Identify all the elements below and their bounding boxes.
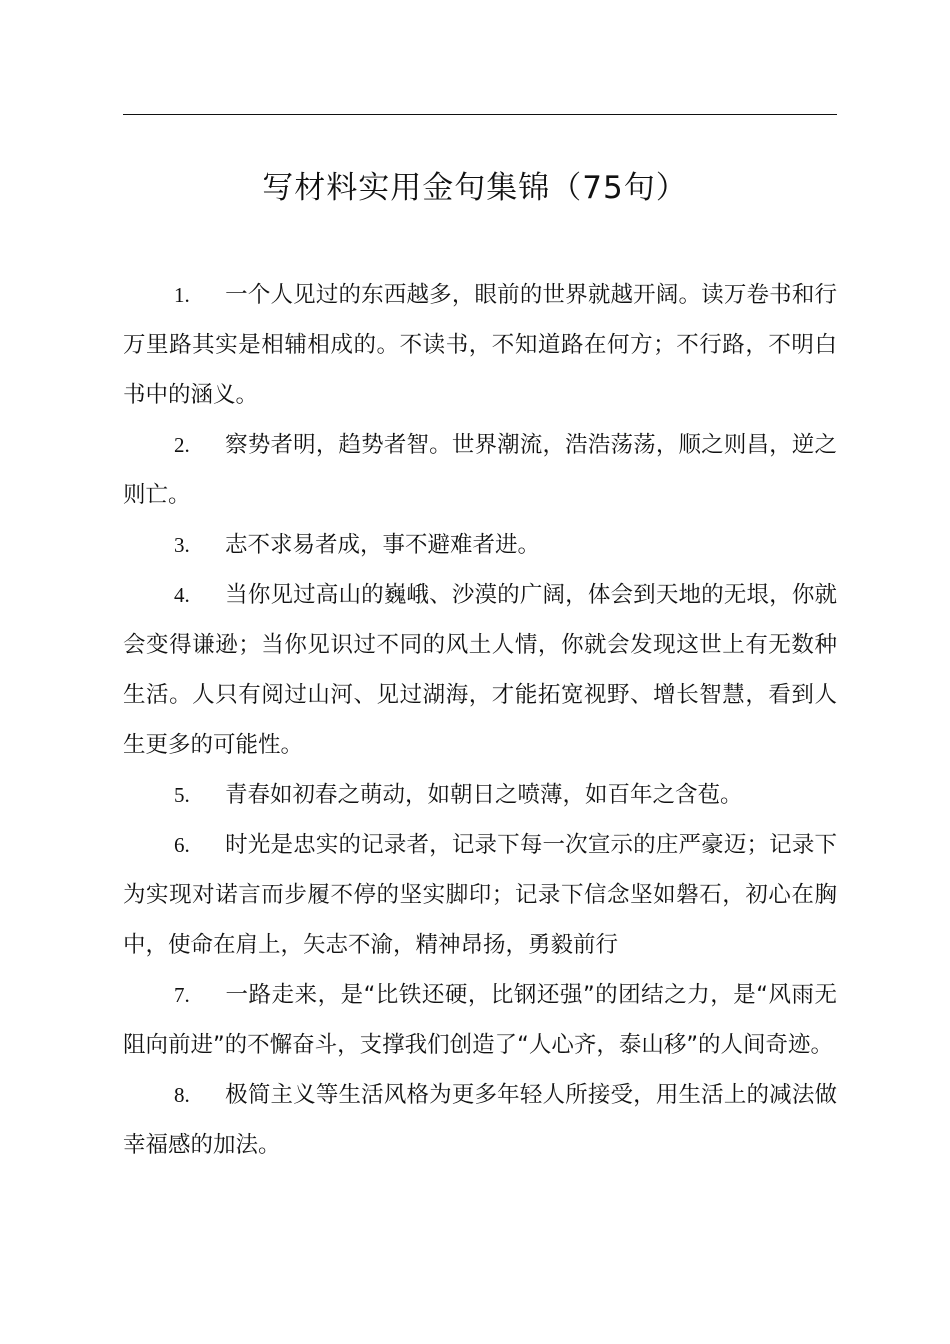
item-number: 5. (174, 783, 190, 807)
item-number: 7. (174, 983, 190, 1007)
list-item (123, 820, 837, 970)
item-text: 察势者明，趋势者智。世界潮流，浩浩荡荡，顺之则昌，逆之则亡。 (123, 432, 837, 508)
page-title: 写材料实用金句集锦（75句） (262, 170, 688, 206)
item-number: 4. (174, 583, 190, 607)
list-item (123, 970, 837, 1070)
item-text: 青春如初春之萌动，如朝日之喷薄，如百年之含苞。 (225, 782, 743, 808)
item-text: 时光是忠实的记录者，记录下每一次宣示的庄严豪迈；记录下为实现对诺言而步履不停的坚实脚印；记录下信念坚如磐石，初心在胸中，使命在肩上，矢志不渝，精神昂扬，勇毅前行 (123, 832, 837, 958)
item-number: 1. (174, 283, 190, 307)
item-text: 一个人见过的东西越多，眼前的世界就越开阔。读万卷书和行万里路其实是相辅相成的。不读书，不知道路在何方；不行路，不明白书中的涵义。 (123, 282, 837, 408)
list-item (123, 1070, 837, 1170)
list-item (123, 570, 837, 770)
item-number: 6. (174, 833, 190, 857)
item-text: 极简主义等生活风格为更多年轻人所接受，用生活上的减法做幸福感的加法。 (123, 1082, 837, 1158)
item-text: 当你见过高山的巍峨、沙漠的广阔，体会到天地的无垠，你就会变得谦逊；当你见识过不同的风土人情，你就会发现这世上有无数种生活。人只有阅过山河、见过湖海，才能拓宽视野、增长智慧，看到人生更多的可能性。 (123, 582, 837, 758)
item-number: 3. (174, 533, 190, 557)
quote-list (123, 270, 837, 1170)
header-rule (123, 114, 837, 115)
list-item (123, 770, 837, 820)
item-text: 志不求易者成，事不避难者进。 (225, 532, 541, 558)
item-number: 2. (174, 433, 190, 457)
list-item (123, 520, 837, 570)
list-item (123, 270, 837, 420)
item-number: 8. (174, 1083, 190, 1107)
list-item (123, 420, 837, 520)
item-text: 一路走来，是“比铁还硬，比钢还强”的团结之力，是“风雨无阻向前进”的不懈奋斗，支撑我们创造了“人心齐，泰山移”的人间奇迹。 (123, 982, 837, 1058)
